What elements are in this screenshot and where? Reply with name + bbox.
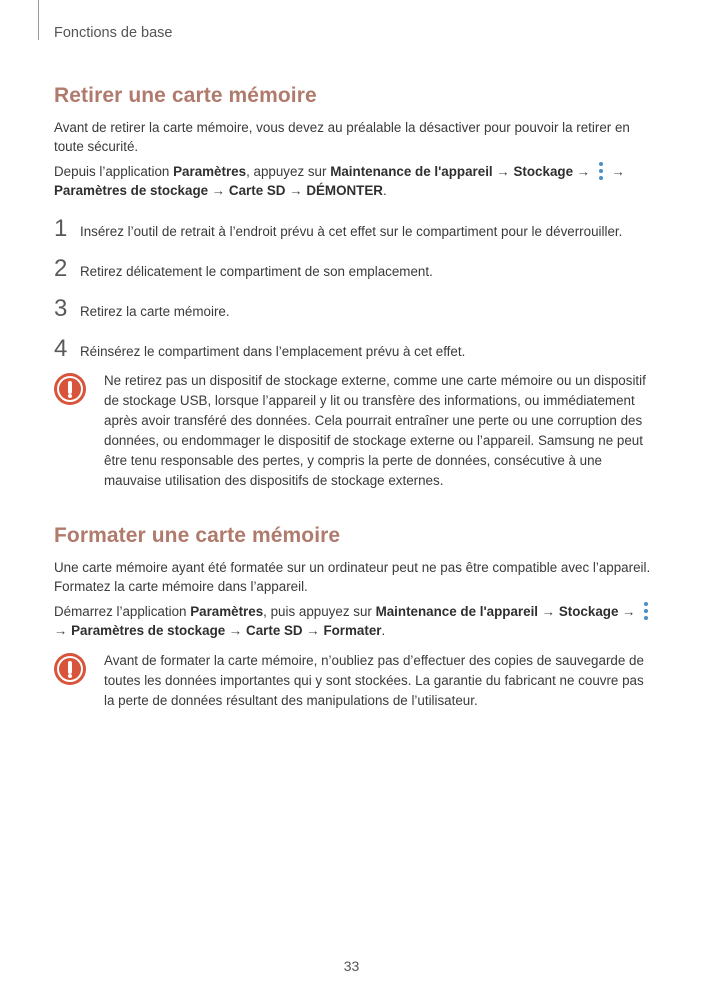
caution-notice-format: [54, 651, 654, 711]
format-path: [54, 602, 664, 640]
path-text: .: [381, 623, 386, 638]
path-text: Depuis l’application: [54, 164, 174, 179]
path-arrow: →: [208, 183, 229, 198]
path-item-sd-card: Carte SD: [228, 183, 286, 198]
format-intro: Une carte mémoire ayant été formatée sur un ordinateur peut ne pas être compatible avec l’appareil. Formatez la carte mémoire dans l’appareil.: [54, 560, 651, 594]
step-item: [54, 256, 674, 282]
path-item-settings: Paramètres: [190, 604, 264, 619]
step-item: [54, 336, 674, 362]
path-item-unmount: DÉMONTER: [306, 183, 383, 198]
path-arrow: →: [538, 604, 559, 619]
path-arrow: →: [54, 623, 72, 638]
step-number: 2: [54, 255, 68, 282]
step-number: 3: [54, 295, 68, 322]
path-arrow: →: [492, 164, 514, 179]
step-text: Retirez délicatement le compartiment de son emplacement.: [80, 264, 433, 279]
step-text: Insérez l’outil de retrait à l’endroit prévu à cet effet sur le compartiment pour le déverrouiller.: [80, 224, 623, 239]
step-text: Retirez la carte mémoire.: [80, 304, 230, 319]
caution-text: Avant de formater la carte mémoire, n’oubliez pas d’effectuer des copies de sauvegarde de toutes les données importantes qui y sont stockées. La garantie du fabricant ne couvre pas la perte de données résultant des manipulations de l’utilisateur.: [104, 653, 644, 708]
margin-rule: [38, 0, 39, 40]
caution-text: Ne retirez pas un dispositif de stockage externe, comme une carte mémoire ou un dispositif de stockage USB, lorsque l’appareil y lit ou transfère des informations, ou immédiatement après avoir transféré des données. Cela pourrait entraîner une perte ou une corruption des données, ou endommager le dispositif de stockage externe ou l’appareil. Samsung ne peut être tenu responsable des pertes, y compris la perte de données, consécutive à une mauvaise utilisation des dispositifs de stockage externes.: [104, 373, 646, 488]
page-number: 33: [343, 958, 360, 974]
path-arrow: →: [573, 164, 594, 179]
section-title-format: Formater une carte mémoire: [54, 524, 341, 547]
path-text: , puis appuyez sur: [263, 604, 376, 619]
path-item-sd-card: Carte SD: [246, 623, 303, 638]
caution-icon: [54, 653, 86, 685]
caution-notice-remove: [54, 371, 654, 491]
path-arrow: →: [225, 623, 247, 638]
step-text: Réinsérez le compartiment dans l’emplacement prévu à cet effet.: [80, 344, 466, 359]
path-arrow: →: [607, 164, 625, 179]
caution-icon: [54, 373, 86, 405]
more-options-icon: [641, 602, 651, 620]
path-item-storage: Stockage: [558, 604, 619, 619]
path-item-storage-settings: Paramètres de stockage: [54, 183, 209, 198]
step-number: 1: [54, 215, 68, 242]
more-options-icon: [596, 162, 606, 180]
path-arrow: →: [285, 183, 307, 198]
path-text: Démarrez l’application: [54, 604, 191, 619]
step-item: [54, 296, 674, 322]
step-number: 4: [54, 335, 68, 362]
path-item-format: Formater: [323, 623, 382, 638]
path-item-storage: Stockage: [513, 164, 574, 179]
remove-intro: Avant de retirer la carte mémoire, vous devez au préalable la désactiver pour pouvoir la retirer en toute sécurité.: [54, 120, 630, 154]
path-item-storage-settings: Paramètres de stockage: [71, 623, 226, 638]
path-item-maintenance: Maintenance de l'appareil: [375, 604, 539, 619]
path-arrow: →: [302, 623, 324, 638]
running-header: Fonctions de base: [54, 25, 173, 41]
remove-path: [54, 162, 664, 200]
step-item: [54, 216, 674, 242]
path-item-settings: Paramètres: [173, 164, 247, 179]
path-item-maintenance: Maintenance de l'appareil: [330, 164, 493, 179]
path-arrow: →: [618, 604, 640, 619]
path-text: .: [382, 183, 387, 198]
section-title-remove: Retirer une carte mémoire: [54, 84, 317, 107]
path-text: , appuyez sur: [246, 164, 331, 179]
